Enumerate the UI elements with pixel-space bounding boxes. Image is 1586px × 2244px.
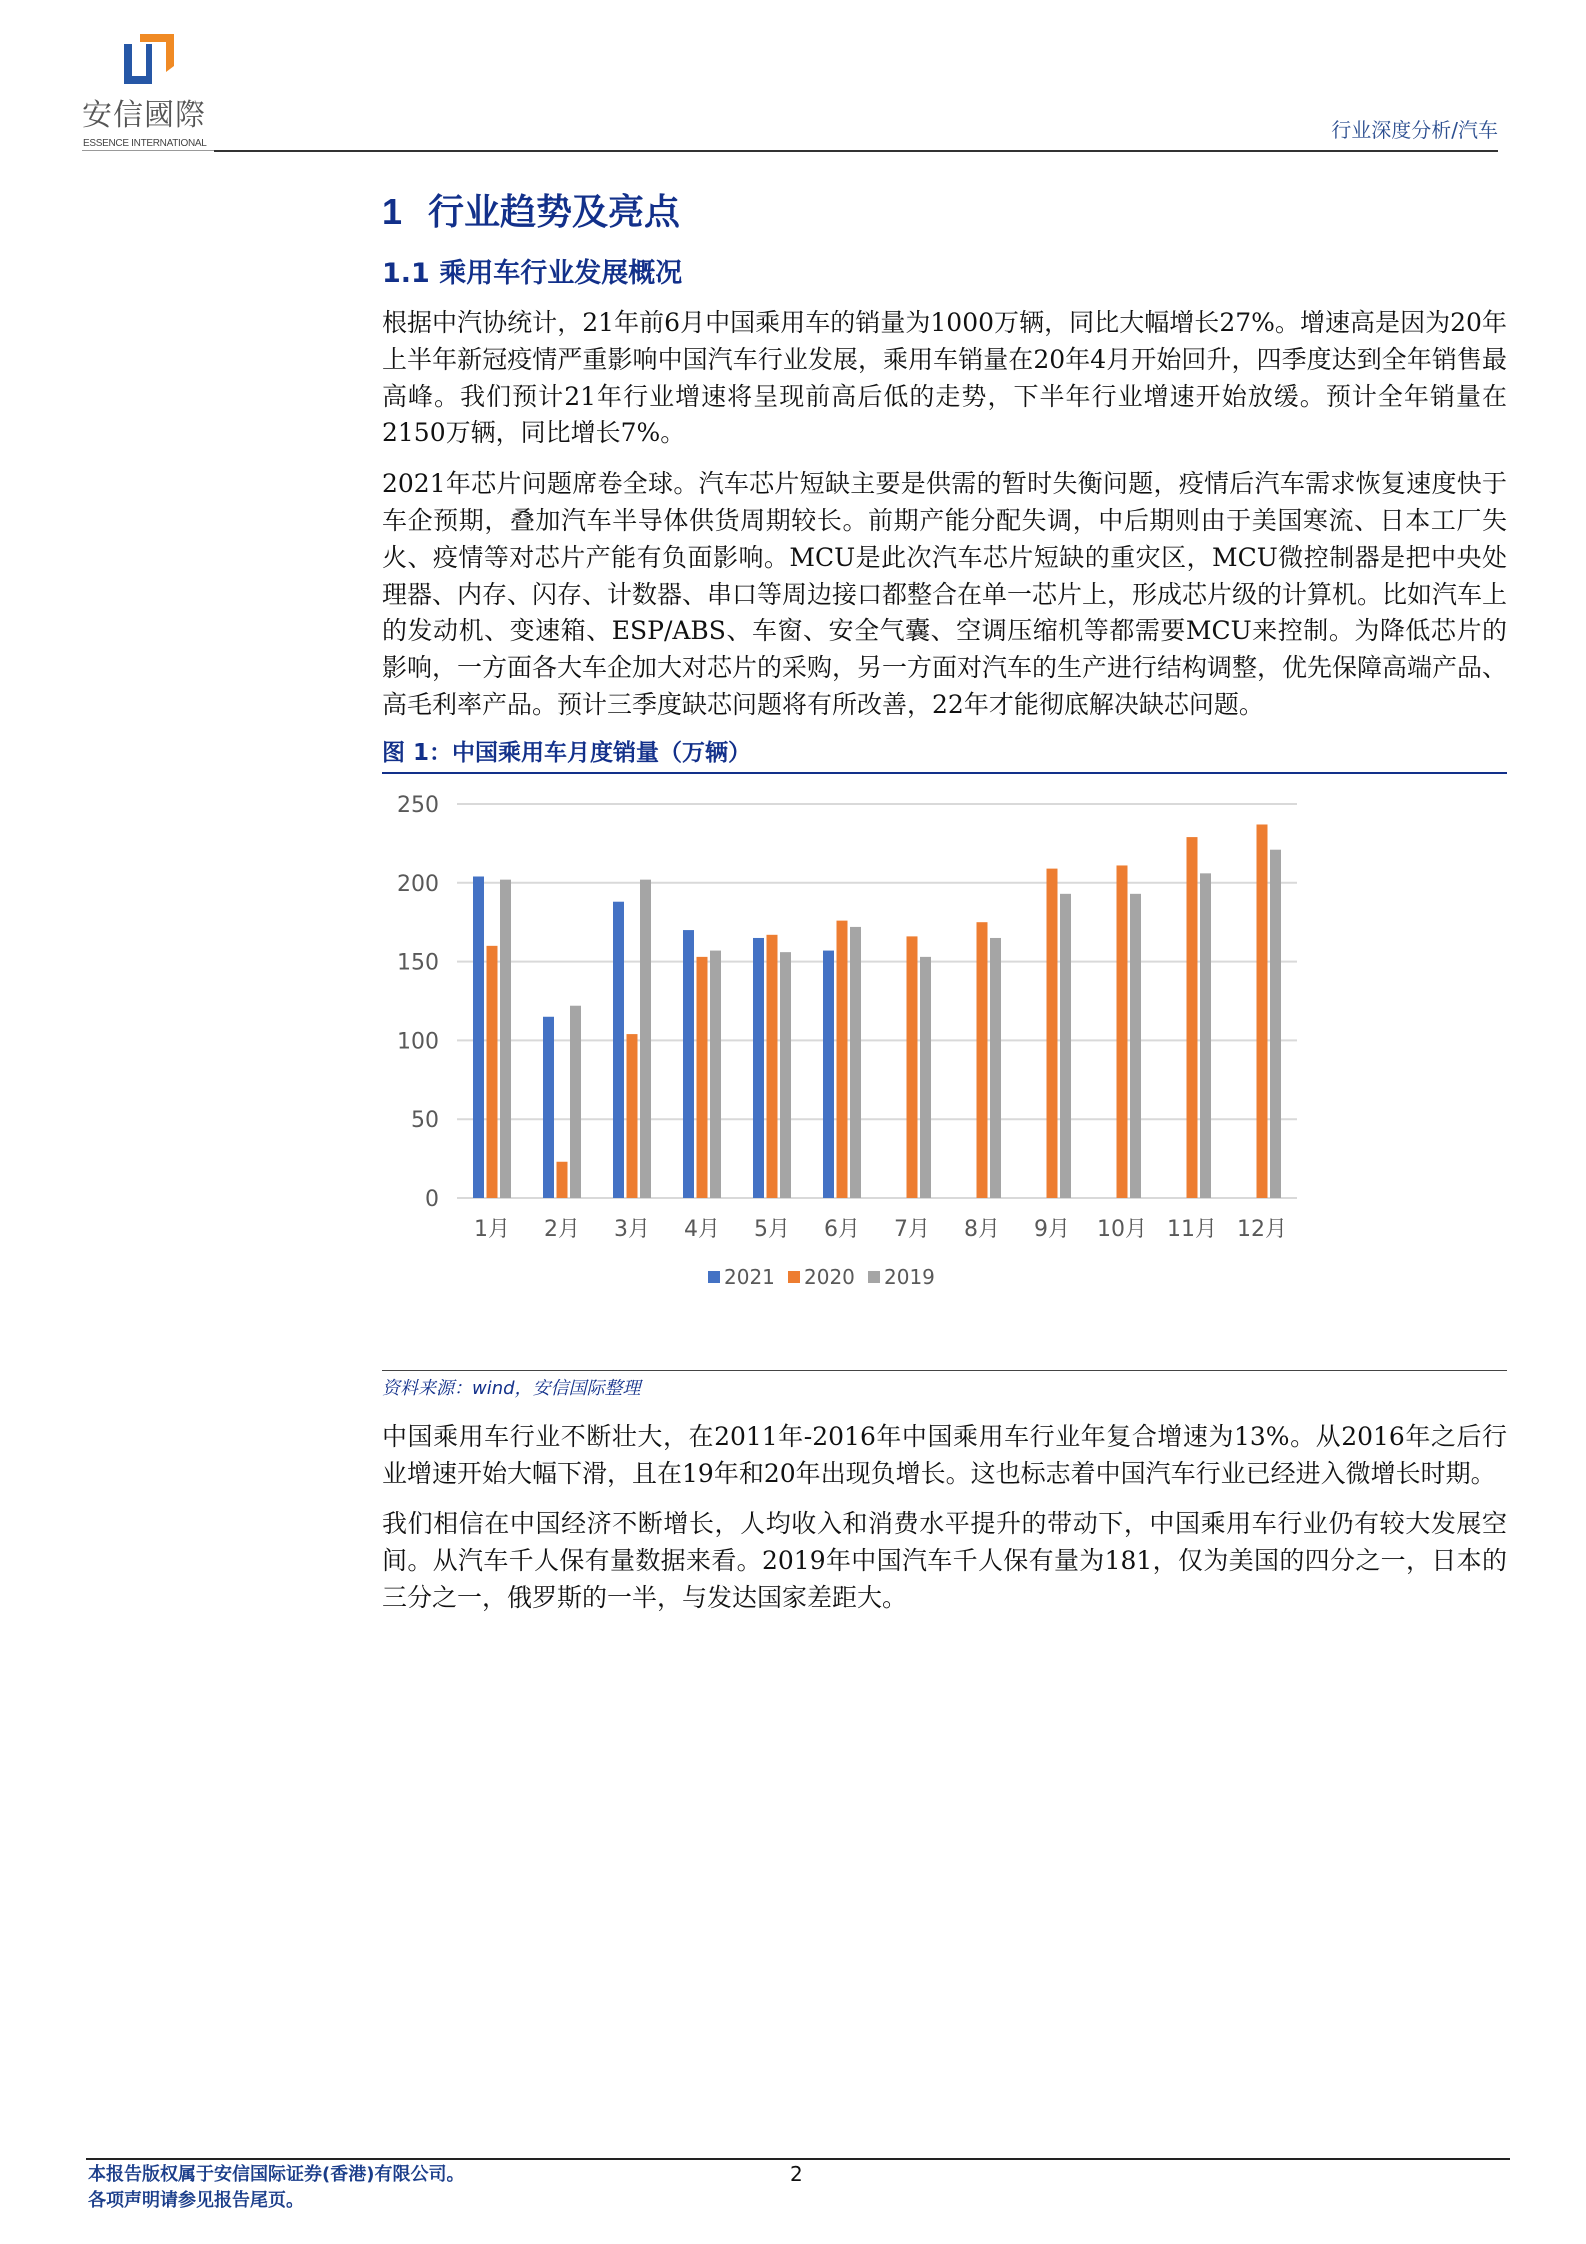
x-tick-label: 3月 bbox=[614, 1216, 650, 1242]
figure-source: 资料来源：wind，安信国际整理 bbox=[382, 1370, 1507, 1401]
bar-2019 bbox=[500, 879, 511, 1197]
bar-2019 bbox=[1270, 849, 1281, 1197]
x-tick-label: 8月 bbox=[964, 1216, 1000, 1242]
bar-2020 bbox=[487, 946, 498, 1198]
x-tick-label: 12月 bbox=[1237, 1216, 1287, 1242]
footer-disclaimer: 各项声明请参见报告尾页。 bbox=[88, 2190, 304, 2211]
bar-2019 bbox=[780, 952, 791, 1198]
y-tick-label: 150 bbox=[397, 950, 439, 976]
footer-copyright: 本报告版权属于安信国际证券(香港)有限公司。 bbox=[88, 2164, 465, 2185]
paragraph-growth-potential: 我们相信在中国经济不断增长，人均收入和消费水平提升的带动下，中国乘用车行业仍有较大发展空间。从汽车千人保有量数据来看。2019年中国汽车千人保有量为181，仅为美国的四分之一，日本的三分之一，俄罗斯的一半，与发达国家差距大。 bbox=[382, 1509, 1507, 1612]
bar-2020 bbox=[627, 1034, 638, 1198]
paragraph-industry-growth: 中国乘用车行业不断壮大，在2011年-2016年中国乘用车行业年复合增速为13%。从2016年之后行业增速开始大幅下滑，且在19年和20年出现负增长。这也标志着中国汽车行业已经进入微增长时期。 bbox=[382, 1421, 1507, 1488]
bar-2020 bbox=[1047, 868, 1058, 1197]
monthly-sales-bar-chart bbox=[382, 794, 1507, 1354]
x-tick-label: 7月 bbox=[894, 1216, 930, 1242]
company-logo-icon bbox=[124, 34, 174, 84]
y-tick-label: 0 bbox=[425, 1186, 439, 1212]
footer-divider bbox=[86, 2158, 1510, 2160]
bar-2019 bbox=[1130, 894, 1141, 1198]
chart-container bbox=[382, 794, 1507, 1354]
legend-label: 2020 bbox=[804, 1264, 855, 1289]
bar-2020 bbox=[1187, 837, 1198, 1198]
legend-label: 2019 bbox=[884, 1264, 935, 1289]
bar-2019 bbox=[710, 950, 721, 1197]
bar-2019 bbox=[920, 957, 931, 1198]
bar-2021 bbox=[543, 1017, 554, 1198]
bar-2021 bbox=[473, 876, 484, 1198]
bar-2020 bbox=[1117, 865, 1128, 1198]
bar-2020 bbox=[1257, 824, 1268, 1198]
bar-2019 bbox=[570, 1005, 581, 1197]
paragraph-chip-shortage: 2021年芯片问题席卷全球。汽车芯片短缺主要是供需的暂时失衡问题，疫情后汽车需求恢复速度快于车企预期，叠加汽车半导体供货周期较长。前期产能分配失调，中后期则由于美国寒流、日本工厂失火、疫情等对芯片产能有负面影响。MCU是此次汽车芯片短缺的重灾区，MCU微控制器是把中央处理器、内存、闪存、计数器、串口等周边接口都整合在单一芯片上，形成芯片级的计算机。比如汽车上的发动机、变速箱、ESP/ABS、车窗、安全气囊、空调压缩机等都需要MCU来控制。为降低芯片的影响，一方面各大车企加大对芯片的采购，另一方面对汽车的生产进行结构调整，优先保障高端产品、高毛利率产品。预计三季度缺芯问题将有所改善，22年才能彻底解决缺芯问题。 bbox=[382, 469, 1508, 719]
figure-title: 图 1：中国乘用车月度销量（万辆） bbox=[382, 738, 1507, 774]
legend-swatch-2021 bbox=[708, 1271, 720, 1283]
bar-2020 bbox=[977, 922, 988, 1198]
x-tick-label: 11月 bbox=[1167, 1216, 1217, 1242]
main-content bbox=[382, 190, 1507, 1631]
x-tick-label: 4月 bbox=[684, 1216, 720, 1242]
x-tick-label: 5月 bbox=[754, 1216, 790, 1242]
bar-2019 bbox=[990, 938, 1001, 1198]
x-tick-label: 1月 bbox=[474, 1216, 510, 1242]
bar-2019 bbox=[1060, 894, 1071, 1198]
y-tick-label: 50 bbox=[411, 1107, 439, 1133]
header-divider bbox=[214, 150, 1498, 152]
report-category: 行业深度分析/汽车 bbox=[1331, 118, 1498, 142]
bar-2021 bbox=[753, 938, 764, 1198]
bar-2019 bbox=[850, 927, 861, 1198]
bar-2020 bbox=[557, 1162, 568, 1198]
y-tick-label: 250 bbox=[397, 793, 439, 818]
section-heading bbox=[382, 190, 1507, 235]
bar-2019 bbox=[640, 879, 651, 1197]
page-number: 2 bbox=[790, 2162, 803, 2186]
bar-2020 bbox=[907, 936, 918, 1198]
logo-underline bbox=[82, 150, 214, 151]
x-tick-label: 6月 bbox=[824, 1216, 860, 1242]
subsection-heading: 1.1 乘用车行业发展概况 bbox=[382, 258, 683, 289]
x-tick-label: 9月 bbox=[1034, 1216, 1070, 1242]
y-tick-label: 100 bbox=[397, 1029, 439, 1055]
bar-2021 bbox=[683, 930, 694, 1198]
bar-2020 bbox=[767, 935, 778, 1198]
x-tick-label: 2月 bbox=[544, 1216, 580, 1242]
bar-2020 bbox=[837, 920, 848, 1197]
bar-2021 bbox=[613, 901, 624, 1197]
bar-2019 bbox=[1200, 873, 1211, 1198]
legend-swatch-2019 bbox=[868, 1271, 880, 1283]
bar-2021 bbox=[823, 950, 834, 1197]
section-number: 1 bbox=[382, 191, 403, 232]
bar-2020 bbox=[697, 957, 708, 1198]
x-tick-label: 10月 bbox=[1097, 1216, 1147, 1242]
section-title: 行业趋势及亮点 bbox=[428, 192, 681, 233]
y-tick-label: 200 bbox=[397, 871, 439, 897]
legend-swatch-2020 bbox=[788, 1271, 800, 1283]
logo-english-name: ESSENCE INTERNATIONAL bbox=[83, 138, 207, 149]
legend-label: 2021 bbox=[724, 1264, 775, 1289]
paragraph-sales-overview: 根据中汽协统计，21年前6月中国乘用车的销量为1000万辆，同比大幅增长27%。增速高是因为20年上半年新冠疫情严重影响中国汽车行业发展，乘用车销量在20年4月开始回升，四季度达到全年销售最高峰。我们预计21年行业增速将呈现前高后低的走势，下半年行业增速开始放缓。预计全年销量在2150万辆，同比增长7%。 bbox=[382, 308, 1507, 448]
logo-chinese-name: 安信國際 bbox=[82, 98, 206, 133]
